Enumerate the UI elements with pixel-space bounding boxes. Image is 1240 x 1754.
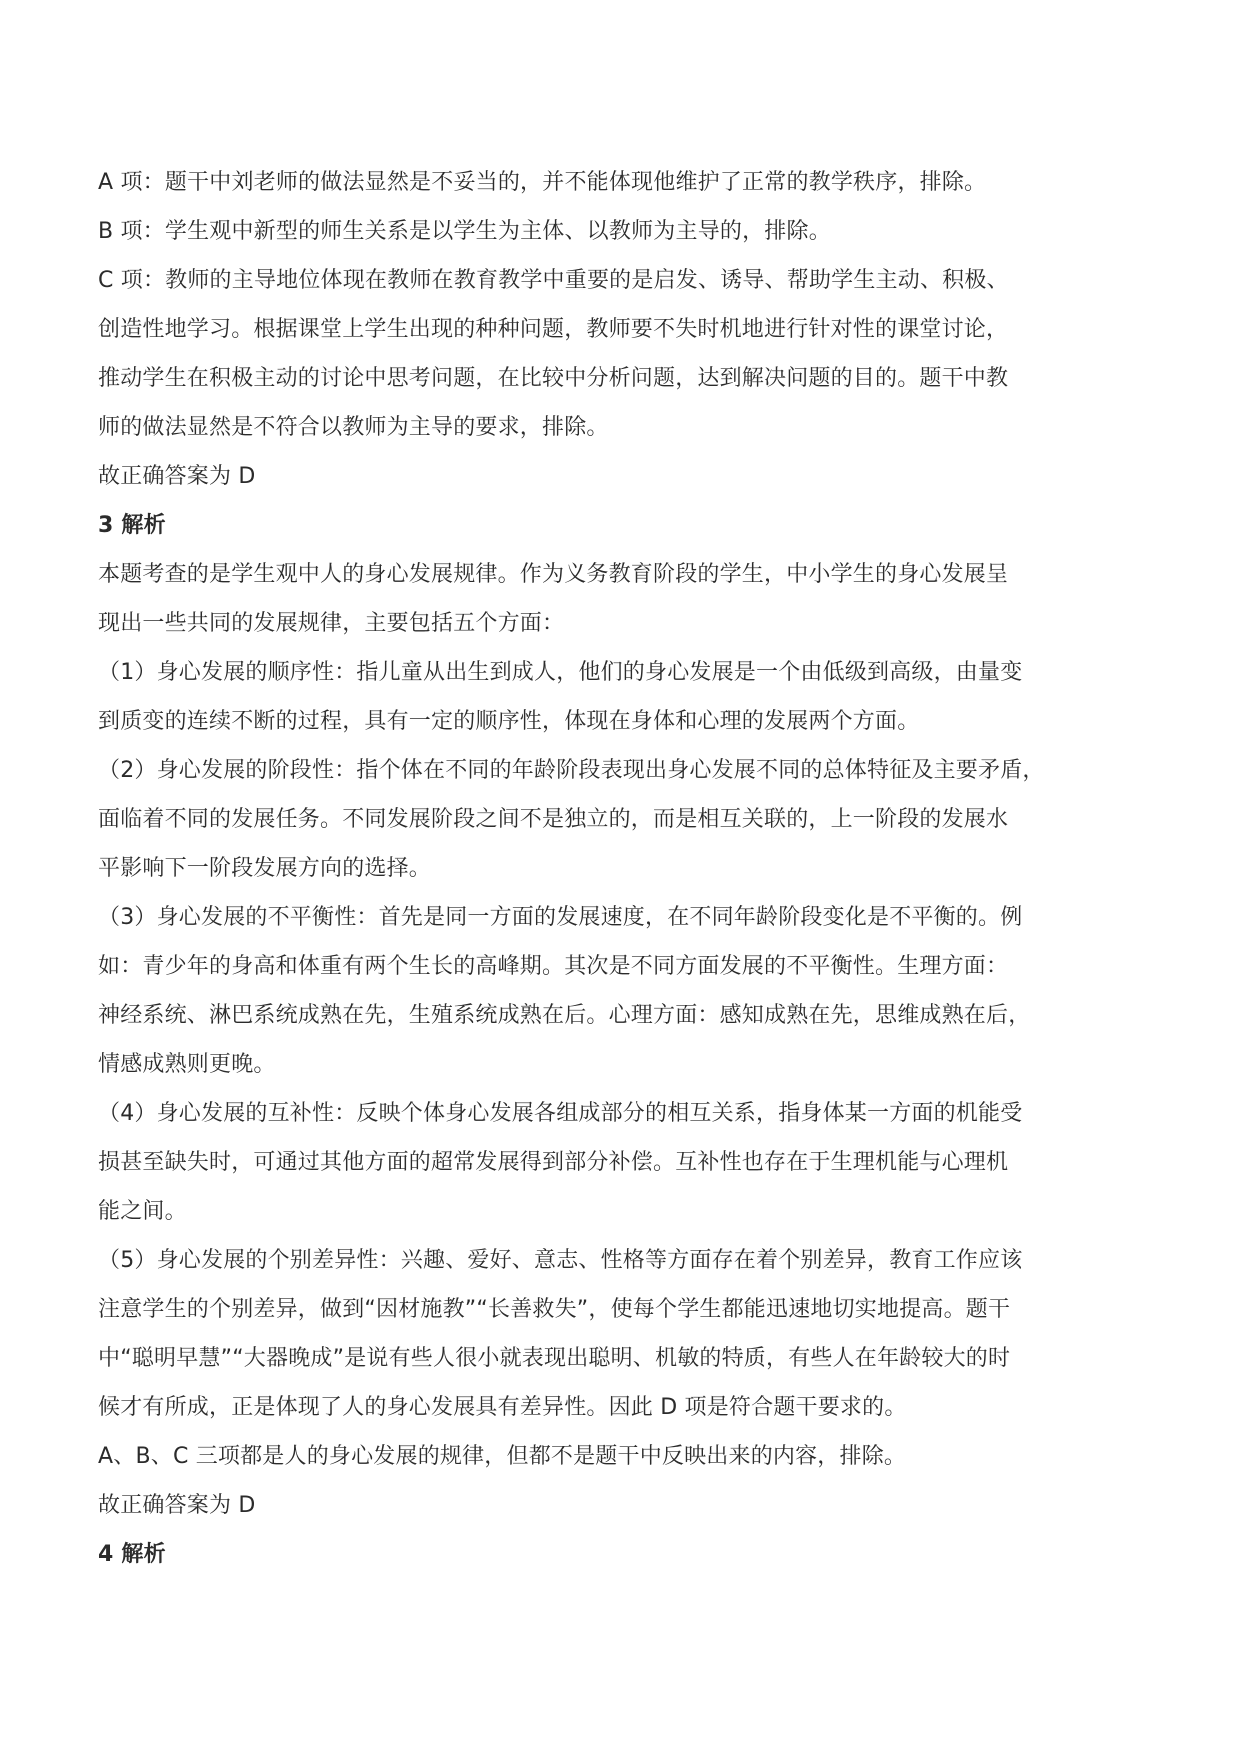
section-heading: 3 解析 xyxy=(98,513,166,538)
text-line: 故正确答案为 D xyxy=(98,1493,256,1518)
text-line: 创造性地学习。根据课堂上学生出现的种种问题，教师要不失时机地进行针对性的课堂讨论， xyxy=(98,317,1009,342)
text-line: （4）身心发展的互补性：反映个体身心发展各组成部分的相互关系，指身体某一方面的机能受 xyxy=(98,1101,1023,1126)
text-line: 如：青少年的身高和体重有两个生长的高峰期。其次是不同方面发展的不平衡性。生理方面： xyxy=(98,954,1009,979)
text-line: （1）身心发展的顺序性：指儿童从出生到成人，他们的身心发展是一个由低级到高级，由量变 xyxy=(98,660,1023,685)
text-line: A、B、C 三项都是人的身心发展的规律，但都不是题干中反映出来的内容，排除。 xyxy=(98,1444,907,1469)
section-heading: 4 解析 xyxy=(98,1542,166,1567)
text-line: C 项：教师的主导地位体现在教师在教育教学中重要的是启发、诱导、帮助学生主动、积极、 xyxy=(98,268,1009,293)
text-line: 故正确答案为 D xyxy=(98,464,256,489)
text-line: （5）身心发展的个别差异性：兴趣、爱好、意志、性格等方面存在着个别差异，教育工作应该 xyxy=(98,1248,1023,1273)
text-line: 本题考查的是学生观中人的身心发展规律。作为义务教育阶段的学生，中小学生的身心发展呈 xyxy=(98,562,1009,587)
text-line: 平影响下一阶段发展方向的选择。 xyxy=(98,856,432,881)
text-line: 候才有所成，正是体现了人的身心发展具有差异性。因此 D 项是符合题干要求的。 xyxy=(98,1395,907,1420)
text-line: A 项：题干中刘老师的做法显然是不妥当的，并不能体现他维护了正常的教学秩序，排除。 xyxy=(98,170,987,195)
text-line: B 项：学生观中新型的师生关系是以学生为主体、以教师为主导的，排除。 xyxy=(98,219,831,244)
text-line: 现出一些共同的发展规律，主要包括五个方面： xyxy=(98,611,565,636)
text-line: 损甚至缺失时，可通过其他方面的超常发展得到部分补偿。互补性也存在于生理机能与心理机 xyxy=(98,1150,1009,1175)
text-line: 面临着不同的发展任务。不同发展阶段之间不是独立的，而是相互关联的，上一阶段的发展水 xyxy=(98,807,1009,832)
text-line: 注意学生的个别差异，做到“因材施教”“长善救失”，使每个学生都能迅速地切实地提高。题干 xyxy=(98,1297,1011,1322)
text-line: 师的做法显然是不符合以教师为主导的要求，排除。 xyxy=(98,415,609,440)
text-line: （3）身心发展的不平衡性：首先是同一方面的发展速度，在不同年龄阶段变化是不平衡的。例 xyxy=(98,905,1023,930)
text-line: （2）身心发展的阶段性：指个体在不同的年龄阶段表现出身心发展不同的总体特征及主要矛盾， xyxy=(98,758,1045,783)
text-line: 神经系统、淋巴系统成熟在先，生殖系统成熟在后。心理方面：感知成熟在先，思维成熟在后， xyxy=(98,1003,1031,1028)
text-line: 推动学生在积极主动的讨论中思考问题，在比较中分析问题，达到解决问题的目的。题干中教 xyxy=(98,366,1009,391)
text-line: 中“聪明早慧”“大器晚成”是说有些人很小就表现出聪明、机敏的特质，有些人在年龄较大的时 xyxy=(98,1346,1011,1371)
text-line: 能之间。 xyxy=(98,1199,187,1224)
text-line: 情感成熟则更晚。 xyxy=(98,1052,276,1077)
text-line: 到质变的连续不断的过程，具有一定的顺序性，体现在身体和心理的发展两个方面。 xyxy=(98,709,920,734)
answer-explanation-text xyxy=(98,158,1178,1579)
